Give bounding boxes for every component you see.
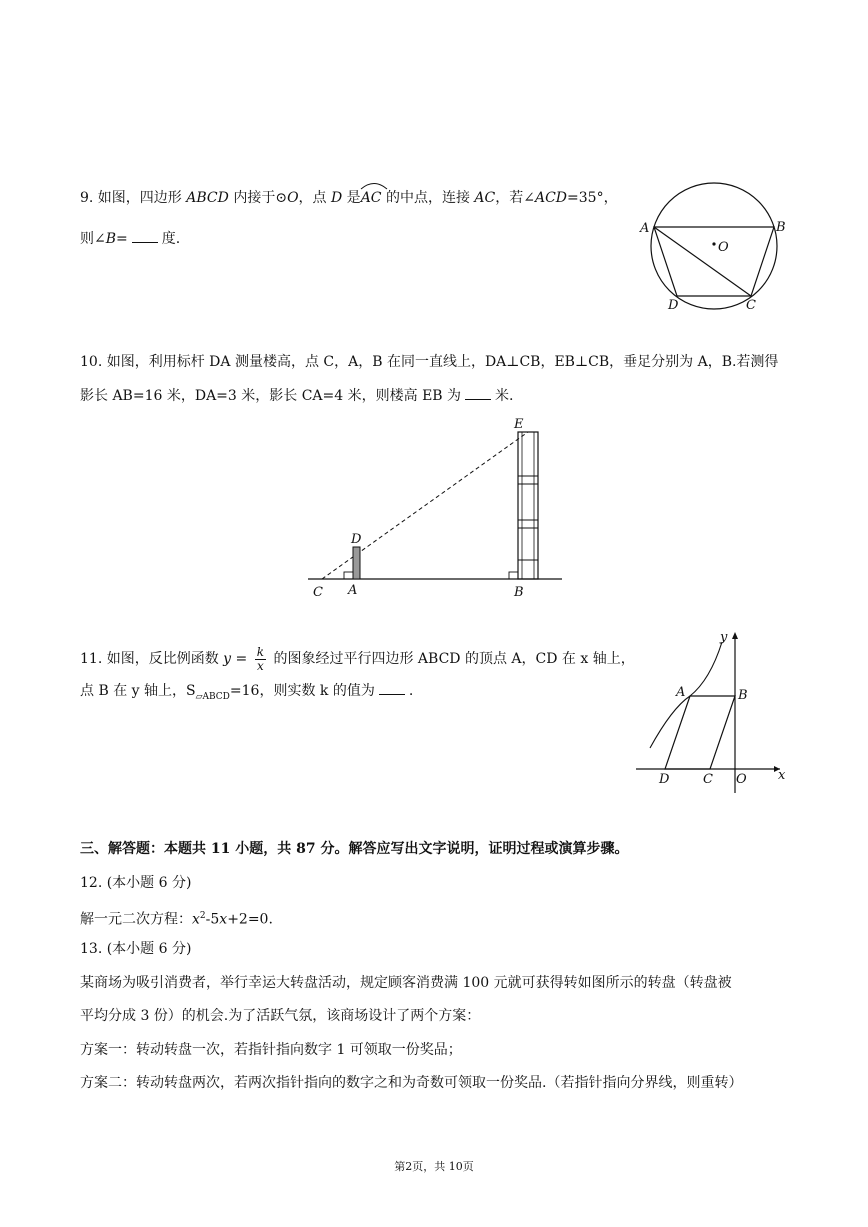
svg-text:D: D (351, 532, 362, 547)
q10-line-1: 10. 如图，利用标杆 DA 测量楼高，点 C，A，B 在同一直线上，DA⊥CB，EB⊥CB，垂足分别为 A，B.若测得 (80, 354, 779, 370)
svg-text:B: B (738, 688, 748, 703)
answer-blank (379, 682, 405, 695)
arc-ac: AC (361, 186, 382, 208)
answer-blank (465, 387, 491, 400)
svg-text:A: A (640, 221, 650, 236)
svg-text:C: C (746, 298, 756, 313)
q9-line-2: 则∠B= 度. (80, 231, 181, 247)
svg-text:B: B (514, 585, 524, 600)
q13-line-2: 平均分成 3 份）的机会.为了活跃气氛，该商场设计了两个方案： (80, 1008, 481, 1024)
section-heading: 三、解答题：本题共 11 小题，共 87 分。解答应写出文字说明，证明过程或演算步骤。 (80, 841, 629, 857)
q11-figure (632, 628, 792, 798)
svg-text:C: C (313, 585, 323, 600)
svg-text:B: B (776, 220, 786, 235)
q12-body: 解一元二次方程：$x^2-5x+2=0$. (80, 911, 273, 928)
svg-text:E: E (514, 417, 524, 432)
svg-text:x: x (778, 768, 786, 783)
q12-title: 12. (本小题 6 分) (80, 875, 192, 891)
q11-line-2: 点 B 在 y 轴上，$S_{▱ABCD}=16$，则实数 k 的值为 . (80, 683, 414, 702)
svg-text:y: y (720, 630, 728, 645)
svg-text:O: O (718, 240, 729, 255)
page-footer: 第2页，共 10页 (394, 1160, 474, 1173)
svg-text:D: D (659, 772, 670, 787)
q13-line-4: 方案二：转动转盘两次，若两次指针指向的数字之和为奇数可领取一份奖品.（若指针指向分界线，则重转） (80, 1075, 743, 1091)
q10-line-2: 影长 AB=16 米，DA=3 米，影长 CA=4 米，则楼高 EB 为 米. (80, 388, 514, 404)
svg-text:A: A (676, 685, 686, 700)
fraction-k-over-x: $\frac{k}{x}$ (256, 644, 265, 673)
q9-line-1: 9. 如图，四边形 ABCD 内接于⊙O，点 D 是 AC 的中点，连接 AC，若∠ACD=35°， (80, 186, 618, 208)
svg-text:C: C (703, 772, 713, 787)
q13-line-1: 某商场为吸引消费者，举行幸运大转盘活动，规定顾客消费满 100 元就可获得转如图所示的转盘（转盘被 (80, 975, 732, 991)
svg-text:D: D (668, 298, 679, 313)
q11-line-1: 11. 如图，反比例函数 y = $\frac{k}{x}$ 的图象经过平行四边形 ABCD 的顶点 A，CD 在 x 轴上， (80, 644, 635, 673)
q13-line-3: 方案一：转动转盘一次，若指针指向数字 1 可领取一份奖品； (80, 1042, 462, 1058)
answer-blank (132, 230, 158, 243)
q10-figure (300, 412, 570, 604)
q9-figure (636, 180, 796, 314)
svg-text:O: O (736, 772, 747, 787)
arc-symbol (359, 180, 389, 190)
q13-title: 13. (本小题 6 分) (80, 941, 192, 957)
svg-text:A: A (348, 583, 358, 598)
